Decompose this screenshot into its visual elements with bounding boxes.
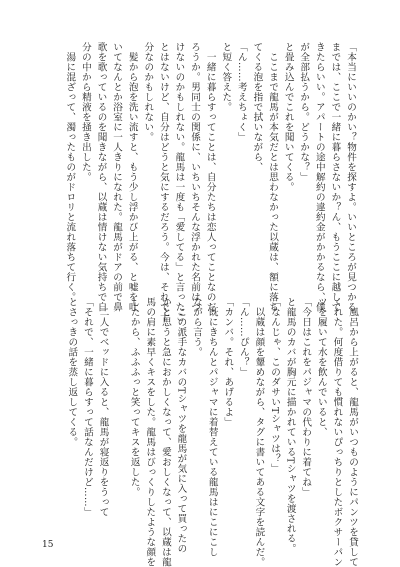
text-line: 「カンバ。それ、あげるよ」	[222, 297, 234, 427]
text-line: 馬の肩に素早くキスをした。龍馬はびっくりしたような顔を	[144, 297, 156, 567]
text-line: この派手なカバのTシャツを龍馬が気に入って買ったの	[175, 297, 187, 554]
text-line: ツを履いて水を飲んでいると、	[315, 297, 327, 437]
text-line: くれた。何度借りても慣れないぴっちりとしたボクサーパン	[331, 297, 343, 567]
text-line: 「今日はこれをパジャマの代わりに着てね」	[300, 297, 312, 497]
text-line: 一緒に暮らすってことは、自分たちは恋人ってことなのだ	[204, 42, 216, 312]
text-line: 歌を歌っているのを聞きながら、以蔵は情けない気持ちで自	[95, 42, 107, 312]
text-line: と畳み込んでこれを聞いてくる。	[282, 42, 294, 192]
text-line: 「ん……ぴん？」	[237, 297, 249, 377]
lower-text-column	[64, 297, 360, 567]
text-line: 髪から泡を洗い流すと、もう少し浮かび上がる、と嘘を吐	[126, 42, 138, 312]
text-line: したから、ふふふっと笑ってキスを返した。	[128, 297, 140, 497]
text-line: と短く答えた。	[220, 42, 232, 112]
text-line: けないのかもしれない。龍馬は一度も「愛してる」と言ったこ	[173, 42, 185, 322]
text-line: 分なのかもしれない。	[142, 42, 154, 142]
upper-text-column	[62, 42, 358, 322]
text-line: かと思うと急におかしくなって、愛おしくなって、以蔵は龍	[159, 297, 171, 567]
text-line: ろうか。男同士の関係に、いちいちそんな浮かれた名前はつ	[189, 42, 201, 312]
page-number: 15	[42, 540, 54, 550]
text-line: 風呂から上がると、龍馬がいつものようにパンツを貸して	[347, 297, 358, 567]
text-line: ながら言う。	[191, 297, 203, 357]
text-line	[111, 297, 127, 535]
text-line: 以蔵は顔を顰めながら、タグに書いてある文字を読んだ。	[253, 297, 265, 567]
text-line: ここまで龍馬が本気だとは思わなかった以蔵は、額に落ち	[267, 42, 279, 312]
text-line: 「本当にいいのかい？物件を探すよ。いいところが見つかる	[345, 42, 356, 312]
text-line: 既にきちんとパジャマに着替えている龍馬はにこにこし	[206, 297, 218, 557]
text-line: とはないけど、自分はどうと気にするだろう。今は、それで十	[157, 42, 169, 322]
text-line: きたらいい。アパートの途中解約の違約金がかかるなら、僕	[313, 42, 325, 312]
text-line: と龍馬のカバが胸元に描かれているTシャツを渡される。	[284, 297, 296, 554]
text-line: いてなんとか浴室に一人きりになれた。龍馬がドアの前で鼻	[111, 42, 123, 312]
text-line: てくる泡を指で拭いながら、	[251, 42, 263, 172]
text-line: 湯に混ざって、濁ったものがドロリと流れ落ちて行く。	[64, 42, 76, 302]
text-line: までは、ここで一緒に暮らさないか？ん、もうここに越して	[329, 42, 341, 312]
text-line: 分の中から精液を掻き出した。	[79, 42, 91, 182]
text-line: 「ん……考えちょく」	[235, 42, 247, 142]
text-line: とさっきの話を蒸し返してくる。	[66, 297, 78, 447]
text-line: 「なんじゃ、このダサいTシャツは？」	[269, 297, 281, 474]
text-line: 「それで、一緒に暮らすって話なんだけど……」	[81, 297, 93, 517]
text-line: 二人でベッドに入ると、龍馬が寝返りをうって	[97, 297, 109, 517]
text-line: が全部払うから。どうかな？」	[298, 42, 310, 182]
